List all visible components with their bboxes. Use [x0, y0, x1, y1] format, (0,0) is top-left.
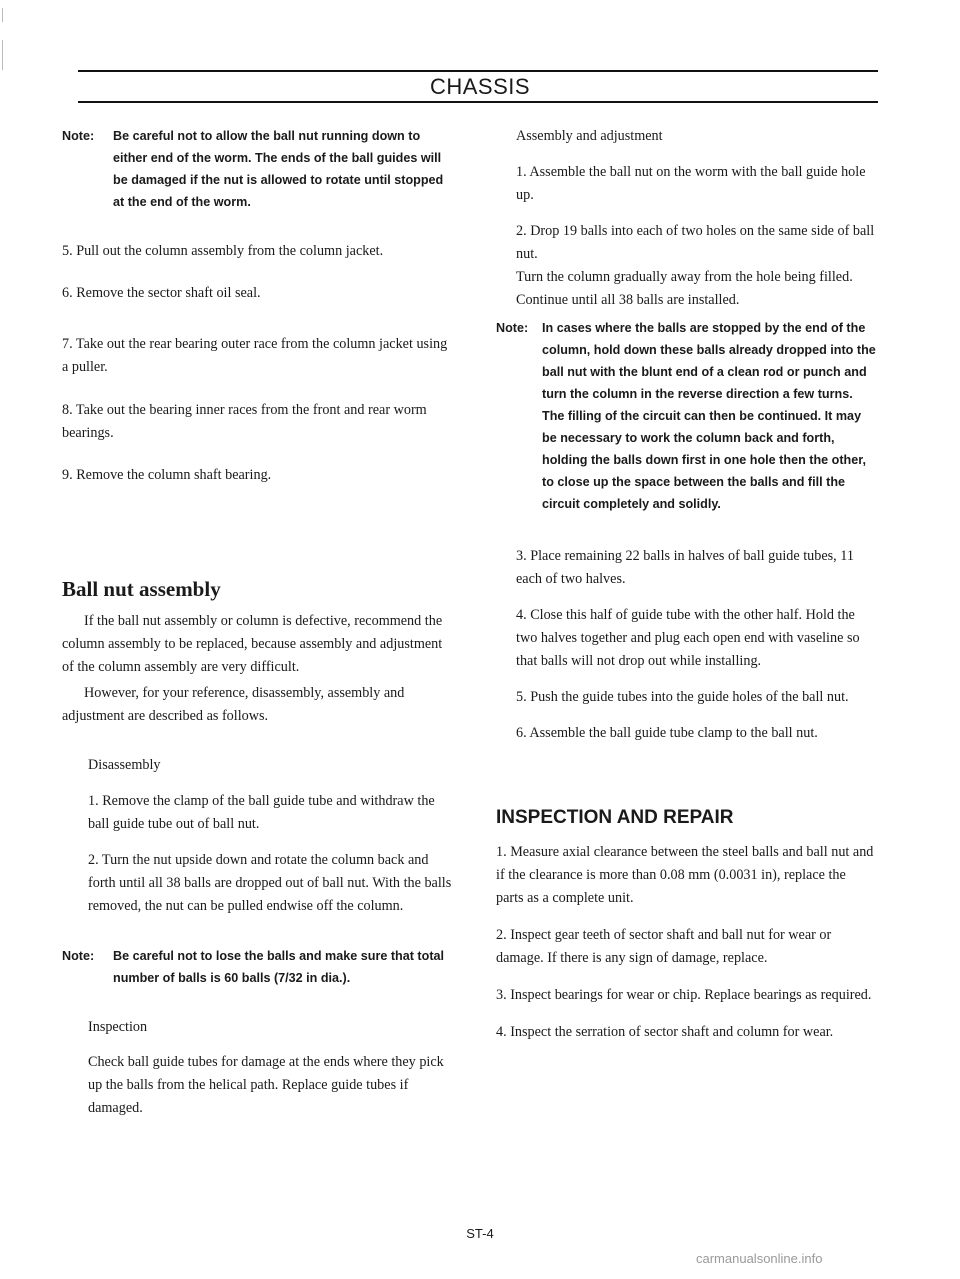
page-number: ST-4	[466, 1226, 494, 1241]
page-header-title: CHASSIS	[429, 74, 531, 99]
assembly-step-4: 4. Close this half of guide tube with the other half. Hold the two halves together and plug each open end with vaseline so that balls will not drop out while installing.	[516, 607, 860, 669]
ball-nut-paragraph-2: However, for your reference, disassembly, assembly and adjustment are described as follows.	[62, 685, 405, 724]
section-heading-ball-nut-assembly: Ball nut assembly	[62, 577, 221, 601]
assembly-step-2: 2. Drop 19 balls into each of two holes on the same side of ball nut.	[516, 223, 875, 262]
section-heading-inspection-repair: INSPECTION AND REPAIR	[496, 807, 734, 828]
step-6: 6. Remove the sector shaft oil seal.	[62, 285, 261, 301]
subheading-assembly-adjustment: Assembly and adjustment	[516, 128, 663, 144]
assembly-step-6: 6. Assemble the ball guide tube clamp to the ball nut.	[516, 725, 818, 741]
note-label: Note:	[496, 321, 529, 335]
watermark-text: carmanualsonline.info	[696, 1251, 823, 1266]
header-rule-top	[78, 70, 878, 72]
repair-step-2: 2. Inspect gear teeth of sector shaft and ball nut for wear or damage. If there is any sign of damage, replace.	[496, 927, 832, 966]
step-7: 7. Take out the rear bearing outer race from the column jacket using a puller.	[62, 336, 448, 375]
ball-nut-paragraph-1: If the ball nut assembly or column is defective, recommend the column assembly to be replaced, because assembly and adjustment of the column assembly are very difficult.	[62, 613, 443, 675]
subheading-disassembly: Disassembly	[88, 757, 161, 773]
assembly-step-3: 3. Place remaining 22 balls in halves of ball guide tubes, 11 each of two halves.	[516, 548, 854, 587]
step-5: 5. Pull out the column assembly from the column jacket.	[62, 243, 384, 259]
repair-step-4: 4. Inspect the serration of sector shaft and column for wear.	[496, 1024, 834, 1040]
note-text-part-1: In cases where the balls are stopped by the end of the column, hold down these balls already dropped into the ball nut with the blunt end of a clean rod or punch and turn the column in the reverse direction a few turns.	[542, 321, 876, 401]
step-8: 8. Take out the bearing inner races from the front and rear worm bearings.	[62, 402, 427, 441]
disassembly-step-2: 2. Turn the nut upside down and rotate the column back and forth until all 38 balls are dropped out of ball nut. With the balls removed, the nut can be pulled endwise off the column.	[88, 852, 452, 914]
inspection-text: Check ball guide tubes for damage at the ends where they pick up the balls from the helical path. Replace guide tubes if damaged.	[88, 1054, 444, 1116]
inspection-block	[62, 1016, 452, 1120]
left-column	[62, 125, 452, 1120]
note-text-part-2: The filling of the circuit can then be continued. It may be necessary to work the column back and forth, holding the balls down first in one hole then the other, to close up the space between the balls and fill the circuit completely and solidly.	[542, 409, 866, 511]
step-9: 9. Remove the column shaft bearing.	[62, 467, 272, 483]
note-text	[542, 317, 876, 515]
note-ball-filling	[496, 317, 876, 515]
note-ball-nut-warning	[62, 125, 452, 213]
assembly-steps-continued	[496, 545, 876, 745]
note-label: Note:	[62, 129, 95, 143]
note-label: Note:	[62, 949, 95, 963]
subheading-inspection: Inspection	[88, 1019, 148, 1035]
right-column	[496, 125, 876, 1044]
assembly-step-1: 1. Assemble the ball nut on the worm with the ball guide hole up.	[516, 164, 866, 203]
disassembly-block	[62, 754, 452, 918]
header-rule-bottom	[78, 101, 878, 103]
note-ball-count	[62, 945, 452, 989]
note-text: Be careful not to lose the balls and make sure that total number of balls is 60 balls (7/32 in dia.).	[113, 949, 445, 985]
disassembly-step-1: 1. Remove the clamp of the ball guide tube and withdraw the ball guide tube out of ball nut.	[88, 793, 435, 832]
scan-margin-mark	[2, 8, 3, 22]
note-text: Be careful not to allow the ball nut running down to either end of the worm. The ends of the ball guides will be damaged if the nut is allowed to rotate until stopped at the end of the worm.	[113, 129, 444, 209]
scan-margin-mark	[2, 40, 3, 70]
repair-step-3: 3. Inspect bearings for wear or chip. Replace bearings as required.	[496, 987, 872, 1003]
assembly-step-5: 5. Push the guide tubes into the guide holes of the ball nut.	[516, 689, 849, 705]
assembly-step-2-continued: Turn the column gradually away from the hole being filled. Continue until all 38 balls are installed.	[516, 269, 853, 308]
repair-step-1: 1. Measure axial clearance between the steel balls and ball nut and if the clearance is more than 0.08 mm (0.0031 in), replace the parts as a complete unit.	[496, 844, 874, 906]
assembly-block	[496, 125, 876, 312]
